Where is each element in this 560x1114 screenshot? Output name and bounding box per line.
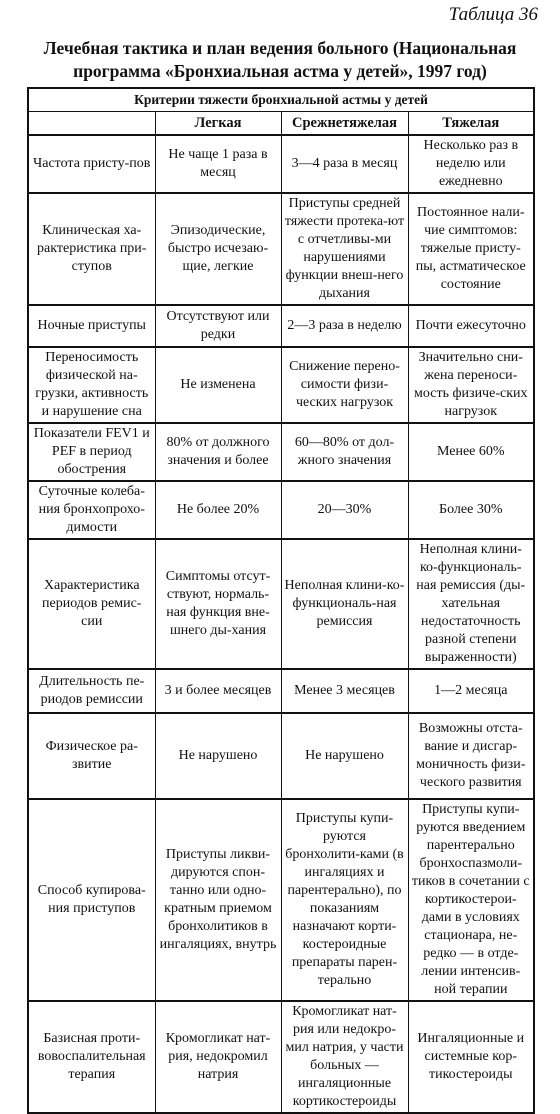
table-row xyxy=(28,799,534,1001)
criterion-cell: Базисная проти-вовоспалительная терапия xyxy=(28,1001,155,1113)
table-row xyxy=(28,135,534,193)
table-row xyxy=(28,193,534,305)
header-mild: Легкая xyxy=(155,112,281,136)
table-row xyxy=(28,669,534,713)
criterion-cell: Способ купирова-ния приступов xyxy=(28,799,155,1001)
mild-cell: 80% от должного значения и более xyxy=(155,423,281,481)
table-row xyxy=(28,539,534,669)
criterion-cell: Ночные приступы xyxy=(28,305,155,347)
mild-cell: Не чаще 1 раза в месяц xyxy=(155,135,281,193)
criterion-cell: Переносимость физической на-грузки, активность и нарушение сна xyxy=(28,347,155,423)
criterion-cell: Суточные колеба-ния бронхопрохо-димости xyxy=(28,481,155,539)
severe-cell: Почти ежесуточно xyxy=(408,305,534,347)
table-row xyxy=(28,481,534,539)
moderate-cell: Не нарушено xyxy=(281,713,408,799)
severity-criteria-table xyxy=(27,87,535,1114)
criterion-cell: Клиническая ха-рактеристика при-ступов xyxy=(28,193,155,305)
criterion-cell: Характеристика периодов ремис-сии xyxy=(28,539,155,669)
severe-cell: Менее 60% xyxy=(408,423,534,481)
mild-cell: Не более 20% xyxy=(155,481,281,539)
severe-cell: Ингаляционные и системные кор-тикостероиды xyxy=(408,1001,534,1113)
criterion-cell: Показатели FEV1 и PEF в период обострения xyxy=(28,423,155,481)
table-header-row xyxy=(28,112,534,136)
moderate-cell: 2—3 раза в неделю xyxy=(281,305,408,347)
criterion-cell: Частота присту-пов xyxy=(28,135,155,193)
moderate-cell: Неполная клини-ко-функциональ-ная ремиссия xyxy=(281,539,408,669)
table-number: Таблица 36 xyxy=(448,4,538,25)
mild-cell: Отсутствуют или редки xyxy=(155,305,281,347)
severe-cell: Значительно сни-жена переноси-мость физиче-ских нагрузок xyxy=(408,347,534,423)
mild-cell: 3 и более месяцев xyxy=(155,669,281,713)
moderate-cell: Менее 3 месяцев xyxy=(281,669,408,713)
moderate-cell: Снижение перено-симости физи-ческих нагрузок xyxy=(281,347,408,423)
mild-cell: Не изменена xyxy=(155,347,281,423)
mild-cell: Кромогликат нат-рия, недокромил натрия xyxy=(155,1001,281,1113)
header-criterion xyxy=(28,112,155,136)
mild-cell: Приступы ликви-дируются спон-танно или одно-кратным приемом бронхолитиков в ингаляциях, внутрь xyxy=(155,799,281,1001)
mild-cell: Симптомы отсут-ствуют, нормаль-ная функция вне-шнего ды-хания xyxy=(155,539,281,669)
table-row xyxy=(28,713,534,799)
moderate-cell: Приступы средней тяжести протека-ют с отчетливы-ми нарушениями функции внеш-него дыхания xyxy=(281,193,408,305)
table-row xyxy=(28,1001,534,1113)
header-moderate: Срежнетяжелая xyxy=(281,112,408,136)
severe-cell: Постоянное нали-чие симптомов: тяжелые присту-пы, астматическое состояние xyxy=(408,193,534,305)
severe-cell: Неполная клини-ко-функциональ-ная ремиссия (ды-хательная недостаточность разной степени выраженности) xyxy=(408,539,534,669)
severe-cell: Несколько раз в неделю или ежедневно xyxy=(408,135,534,193)
severe-cell: Возможны отста-вание и дисгар-моничность физи-ческого развития xyxy=(408,713,534,799)
table-row xyxy=(28,423,534,481)
mild-cell: Не нарушено xyxy=(155,713,281,799)
table-row xyxy=(28,347,534,423)
header-severe: Тяжелая xyxy=(408,112,534,136)
criterion-cell: Физическое ра-звитие xyxy=(28,713,155,799)
mild-cell: Эпизодические, быстро исчезаю-щие, легкие xyxy=(155,193,281,305)
severe-cell: Более 30% xyxy=(408,481,534,539)
severe-cell: 1—2 месяца xyxy=(408,669,534,713)
moderate-cell: 3—4 раза в месяц xyxy=(281,135,408,193)
moderate-cell: Приступы купи-руются бронхолити-ками (в ингаляциях и парентерально), по показаниям назначают корти-костероидные препараты парен-терально xyxy=(281,799,408,1001)
moderate-cell: 20—30% xyxy=(281,481,408,539)
table-super-header: Критерии тяжести бронхиальной астмы у детей xyxy=(28,88,534,112)
criterion-cell: Длительность пе-риодов ремиссии xyxy=(28,669,155,713)
moderate-cell: Кромогликат нат-рия или недокро-мил натрия, у части больных — ингаляционные кортикостероиды xyxy=(281,1001,408,1113)
severe-cell: Приступы купи-руются введением парентерально бронхоспазмоли-тиков в сочетании с кортикостерои-дами в условиях стационара, не-редко — в отде-лении интенсив-ной терапии xyxy=(408,799,534,1001)
moderate-cell: 60—80% от дол-жного значения xyxy=(281,423,408,481)
table-row xyxy=(28,305,534,347)
table-title: Лечебная тактика и план ведения больного (Национальная программа «Бронхиальная астма у детей», 1997 год) xyxy=(43,38,517,81)
